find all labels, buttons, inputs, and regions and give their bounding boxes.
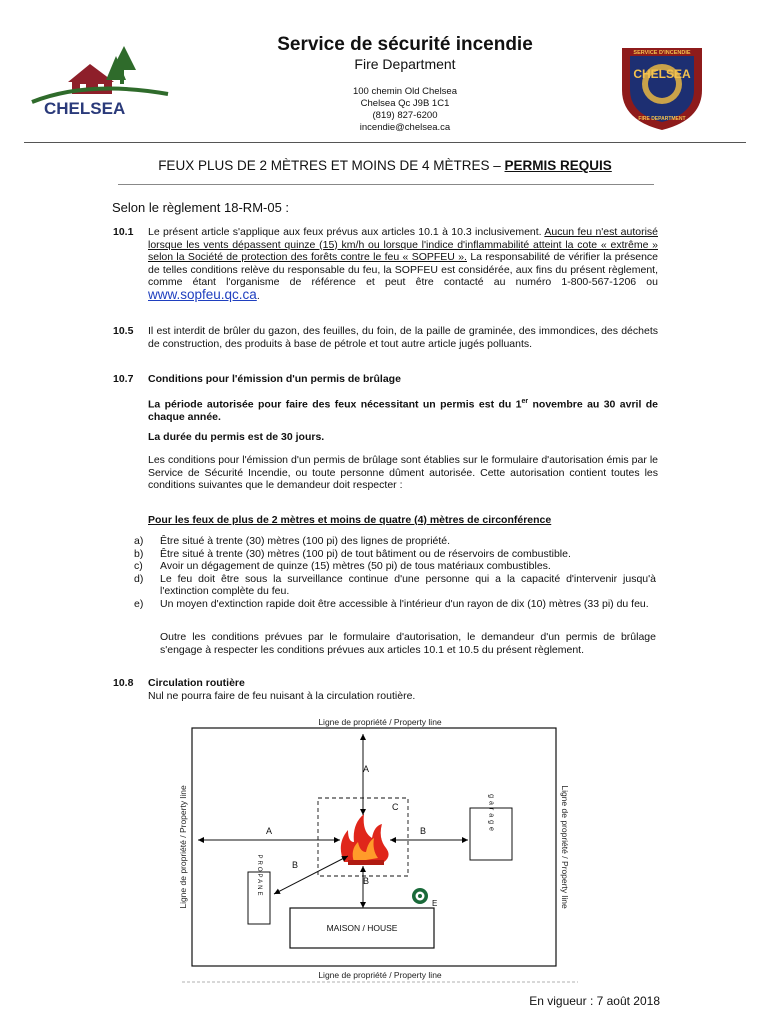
list-letter-a: a) xyxy=(134,535,144,547)
list-item-b: Être situé à trente (30) mètres (100 pi) de tout bâtiment ou de réservoirs de combustible. xyxy=(160,547,571,560)
hose-reel-icon xyxy=(412,888,428,904)
list-letter-b: b) xyxy=(134,547,144,560)
article-10-7-outro: Outre les conditions prévues par le formulaire d'autorisation, le demandeur d'un permis de brûlage s'engage à respecter les conditions prévues aux articles 10.1 et 10.5 du présent règlement. xyxy=(160,631,656,656)
chelsea-logo-graphic xyxy=(28,44,188,120)
fire-clearance-diagram xyxy=(170,712,590,992)
permit-period-a: La période autorisée pour faire des feux nécessitant un permis est du 1 xyxy=(148,398,522,411)
article-10-1-number: 10.1 xyxy=(113,226,134,238)
article-10-5-number: 10.5 xyxy=(113,325,134,337)
heading-main: FEUX PLUS DE 2 MÈTRES ET MOINS DE 4 MÈTRES – xyxy=(158,158,505,173)
fire-department-badge xyxy=(616,40,708,132)
list-letter-c: c) xyxy=(134,560,143,573)
article-10-8-title: Circulation routière xyxy=(148,677,245,689)
property-line-left-label: Ligne de propriété / Property line xyxy=(178,785,188,909)
permit-duration: La durée du permis est de 30 jours. xyxy=(148,431,325,443)
label-b-propane: B xyxy=(292,860,299,870)
email-address: incendie@chelsea.ca xyxy=(359,122,451,133)
permit-period-sup: er xyxy=(521,398,529,405)
page-title: Service de sécurité incendie xyxy=(277,34,533,55)
list-letter-d: d) xyxy=(134,572,144,585)
reglement-reference: Selon le règlement 18-RM-05 : xyxy=(112,200,290,215)
article-10-7-number: 10.7 xyxy=(113,373,134,385)
section-heading xyxy=(60,158,710,173)
address-line-2: Chelsea Qc J9B 1C1 xyxy=(360,98,450,109)
article-10-1-p2: Aucun feu n'est autorisé lorsque les vents dépassent quinze (15) km/h ou lorsque l'indice d'inflammabilité atteint la cote « extrême » selon la Société de protection des forêts contre le feu « SOPFEU ». xyxy=(148,226,658,264)
fire-size-subheading: Pour les feux de plus de 2 mètres et moins de quatre (4) mètres de circonférence xyxy=(148,514,552,526)
label-e: E xyxy=(432,899,438,908)
propane-label: PROPANE xyxy=(256,854,262,898)
article-10-8-text: Nul ne pourra faire de feu nuisant à la circulation routière. xyxy=(148,690,416,702)
badge-name: CHELSEA xyxy=(633,67,691,81)
property-line-top-label: Ligne de propriété / Property line xyxy=(318,717,442,727)
badge-top-text: SERVICE D'INCENDIE xyxy=(633,50,691,56)
heading-required: PERMIS REQUIS xyxy=(504,158,612,173)
label-c: C xyxy=(392,802,399,812)
article-10-1-period: . xyxy=(256,289,260,302)
label-b-right: B xyxy=(420,826,427,836)
badge-graphic xyxy=(616,40,708,132)
heading-divider xyxy=(118,184,654,185)
badge-bottom-text: FIRE DEPARTMENT xyxy=(638,116,686,122)
property-line-bottom-label: Ligne de propriété / Property line xyxy=(318,970,442,980)
house-label: MAISON / HOUSE xyxy=(326,923,398,933)
page-subtitle: Fire Department xyxy=(354,56,456,72)
article-10-1-p1: Le présent article s'applique aux feux prévus aux articles 10.1 à 10.3 inclusivement. xyxy=(148,226,542,238)
fire-icon xyxy=(341,814,389,865)
effective-date: En vigueur : 7 août 2018 xyxy=(529,994,660,1008)
permit-period xyxy=(148,396,658,424)
sopfeu-link[interactable]: www.sopfeu.qc.ca xyxy=(148,286,257,302)
article-10-8-number: 10.8 xyxy=(113,677,134,689)
logo-text: CHELSEA xyxy=(44,99,126,118)
garage-label: garage xyxy=(487,794,495,834)
list-item-a: Être situé à trente (30) mètres (100 pi) des lignes de propriété. xyxy=(160,535,451,547)
list-item-c: Avoir un dégagement de quinze (15) mètres (50 pi) de tous matériaux combustibles. xyxy=(160,560,551,573)
header-divider xyxy=(24,142,746,143)
list-letter-e: e) xyxy=(134,598,144,610)
article-10-1-p3: La responsabilité de vérifier la présence de telles conditions relève du responsable du feu, la SOPFEU est considérée, aux fins du présent règlement, comme étant l'organisme de référence et peut être contacté au numéro 1-800-567-1206 ou xyxy=(148,251,659,289)
permit-conditions: Les conditions pour l'émission d'un permis de brûlage sont établies sur le formulaire d'autorisation émis par le Service de Sécurité Incendie, ou toute personne dûment autorisée. Cette autorisation contient toutes les conditions suivantes que le demandeur doit respecter : xyxy=(148,454,658,492)
list-item-e: Un moyen d'extinction rapide doit être accessible à l'intérieur d'un rayon de dix (10) mètres (33 pi) du feu. xyxy=(160,598,649,610)
list-item-d: Le feu doit être sous la surveillance continue d'une personne qui a la capacité d'intervenir jusqu'à l'extinction complète du feu. xyxy=(160,572,656,598)
address-line-1: 100 chemin Old Chelsea xyxy=(352,86,458,97)
article-10-5-text: Il est interdit de brûler du gazon, des feuilles, du foin, de la paille de graminée, des immondices, des déchets de construction, des produits à base de pétrole et tout autre article jugés polluants. xyxy=(148,325,658,350)
permit-period-b: novembre au 30 avril de chaque année. xyxy=(148,398,658,424)
label-a-top: A xyxy=(363,764,370,774)
diagram-graphic xyxy=(170,712,590,992)
chelsea-logo xyxy=(28,44,188,120)
label-a-left: A xyxy=(266,826,273,836)
phone-number: (819) 827-6200 xyxy=(372,110,438,121)
article-10-1-text xyxy=(148,226,658,303)
property-line-right-label: Ligne de propriété / Property line xyxy=(560,785,570,909)
label-b-house: B xyxy=(363,876,370,886)
article-10-7-title: Conditions pour l'émission d'un permis de brûlage xyxy=(148,373,401,385)
